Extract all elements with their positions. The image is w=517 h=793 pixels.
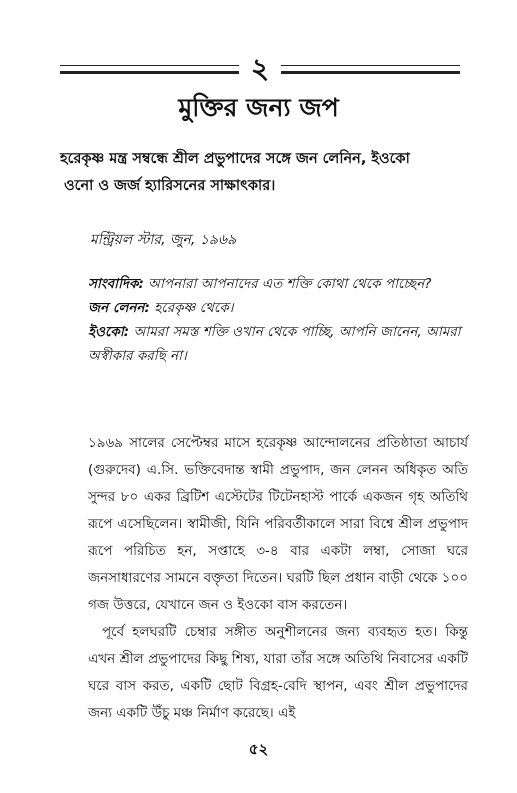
interview-excerpt bbox=[88, 272, 468, 368]
chapter-subtitle bbox=[60, 146, 465, 200]
speaker-label: সাংবাদিক: bbox=[88, 276, 144, 292]
subtitle-line-1: হরেকৃষ্ণ মন্ত্র সম্বন্ধে শ্রীল প্রভুপাদের সঙ্গে জন লেনিন, ইওকো bbox=[60, 151, 410, 167]
speech-text: হরেকৃষ্ণ থেকে। bbox=[154, 300, 234, 316]
source-citation: মন্ট্রিয়ল স্টার, জুন, ১৯৬৯ bbox=[90, 232, 237, 248]
page-number: ৫২ bbox=[248, 740, 269, 758]
interview-line-yoko bbox=[88, 320, 468, 368]
chapter-title: মুক্তির জন্য জপ bbox=[178, 93, 339, 122]
right-rule-divider bbox=[281, 65, 460, 74]
chapter-header bbox=[60, 52, 460, 85]
interview-line-reporter bbox=[88, 272, 468, 296]
speaker-label: ইওকো: bbox=[88, 324, 130, 340]
body-paragraph-2: পূর্বে হলঘরটি চেম্বার সঙ্গীত অনুশীলনের জন্য ব্যবহৃত হত। কিন্তু এখন শ্রীল প্রভুপাদের কিছু শিষ্য, যারা তাঁর সঙ্গে অতিথি নিবাসের একটি ঘরে বাস করত, একটি ছোট বিগ্রহ-বেদি স্থাপন, এবং শ্রীল প্রভুপাদের জন্য একটি উঁচু মঞ্চ নির্মাণ করেছে। এই bbox=[88, 624, 468, 721]
chapter-number: ২ bbox=[250, 52, 270, 85]
speech-text: আমরা সমস্ত শক্তি ওখান থেকে পাচ্ছি, আপনি জানেন, আমরা অস্বীকার করছি না। bbox=[88, 324, 461, 364]
interview-line-john bbox=[88, 296, 468, 320]
body-paragraph-1: ১৯৬৯ সালের সেপ্টেম্বর মাসে হরেকৃষ্ণ আন্দোলনের প্রতিষ্ঠাতা আচার্য (গুরুদেব) এ.সি. ভক্তিবেদান্ত স্বামী প্রভুপাদ, জন লেনন অধিকৃত অতি সুন্দর ৮০ একর ব্রিটিশ এস্টেটের টিটেনহাস্ট পার্কে একজন গৃহ অতিথি রূপে এসেছিলেন। স্বামীজী, যিনি পরিবর্তীকালে সারা বিশ্বে শ্রীল প্রভুপাদ রূপে পরিচিত হন, সপ্তাহে ৩-৪ বার একটা লম্বা, সোজা ঘরে জনসাধারণের সামনে বক্তৃতা দিতেন। ঘরটি ছিল প্রধান বাড়ী থেকে ১০০ গজ উত্তরে, যেখানে জন ও ইওকো বাস করতেন। bbox=[88, 435, 468, 613]
speaker-label: জন লেনন: bbox=[88, 300, 150, 316]
body-text bbox=[88, 430, 468, 727]
subtitle-line-2: ওনো ও জর্জ হ্যারিসনের সাক্ষাৎকার। bbox=[64, 178, 276, 194]
left-rule-divider bbox=[60, 65, 239, 74]
speech-text: আপনারা আপনাদের এত শক্তি কোথা থেকে পাচ্ছেন? bbox=[148, 276, 432, 292]
